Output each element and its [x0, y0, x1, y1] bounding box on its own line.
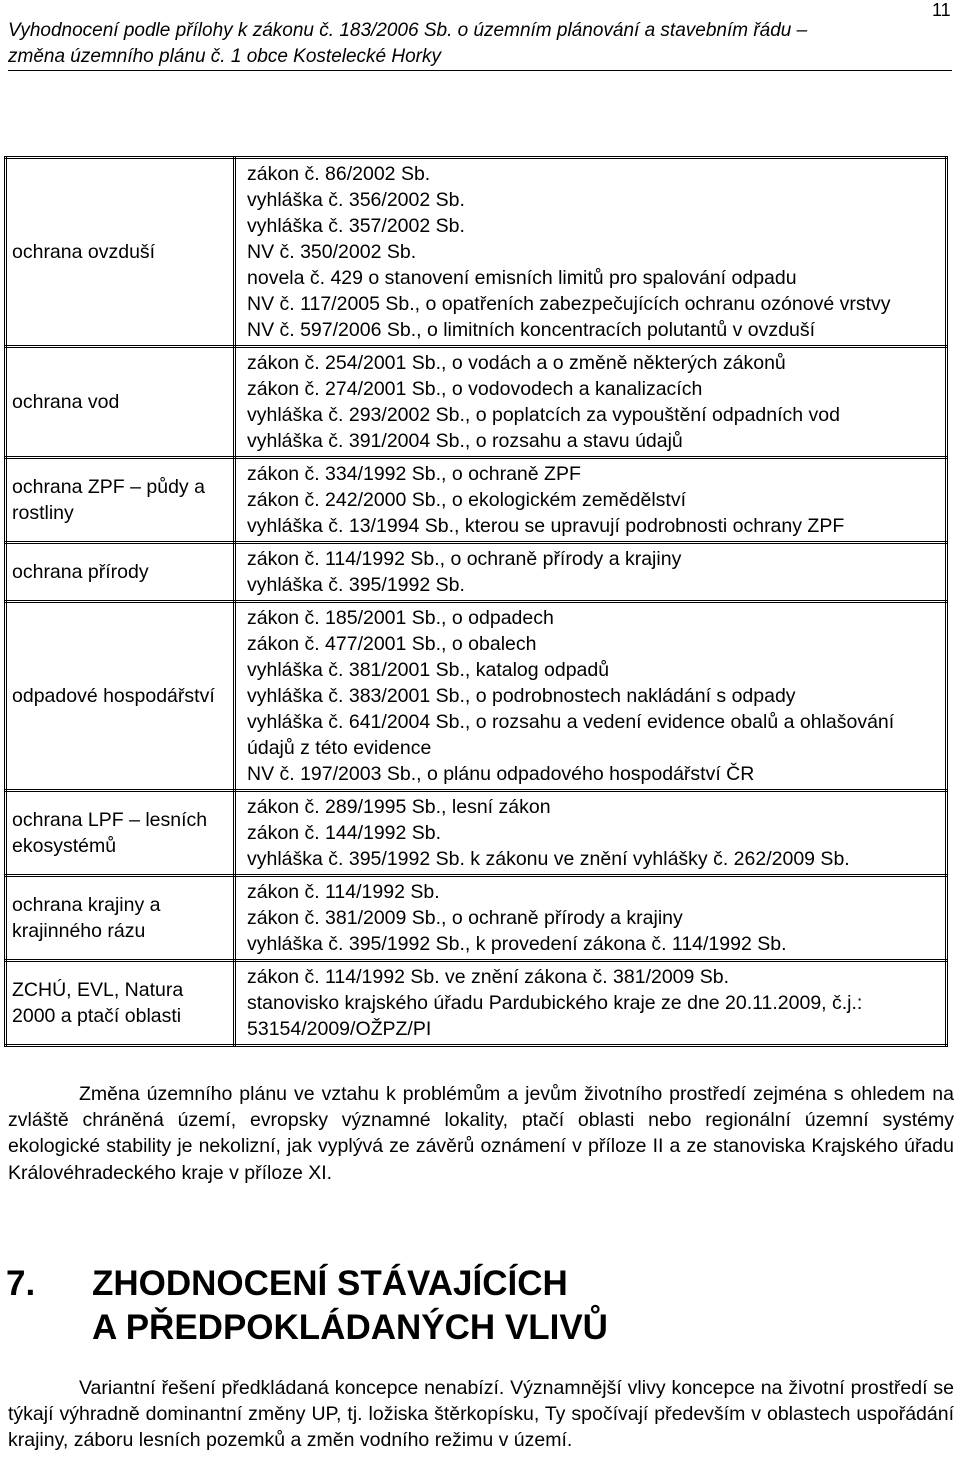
law-item: NV č. 117/2005 Sb., o opatřeních zabezpečujících ochranu ozónové vrstvy [247, 293, 891, 315]
law-item: vyhláška č. 13/1994 Sb., kterou se upravují podrobnosti ochrany ZPF [247, 515, 845, 537]
law-item: novela č. 429 o stanovení emisních limitů pro spalování odpadu [247, 267, 797, 289]
law-item: NV č. 597/2006 Sb., o limitních koncentracích polutantů v ovzduší [247, 319, 815, 341]
law-item: zákon č. 289/1995 Sb., lesní zákon [247, 796, 551, 818]
page-number: 11 [932, 0, 951, 20]
law-item: zákon č. 477/2001 Sb., o obalech [247, 633, 537, 655]
paragraph-conclusion-text: Změna územního plánu ve vztahu k problémům a jevům životního prostředí zejména s ohledem na zvláště chráněná území, evropsky významné lokality, ptačí oblasti nebo regionální územní systémy ekologické stability je nekolizní, jak vyplývá ze závěrů oznámení v příloze II a ze stanoviska Krajského úřadu Královéhradeckého kraje v příloze XI. [8, 1083, 954, 1184]
paragraph-variants [8, 1375, 954, 1454]
law-item: zákon č. 86/2002 Sb. [247, 163, 431, 185]
law-item: NV č. 197/2003 Sb., o plánu odpadového hospodářství ČR [247, 763, 755, 785]
law-item: zákon č. 144/1992 Sb. [247, 822, 442, 844]
topic-cell: ochrana přírody [6, 543, 235, 602]
law-item: zákon č. 381/2009 Sb., o ochraně přírody a krajiny [247, 907, 683, 929]
law-item: vyhláška č. 293/2002 Sb., o poplatcích za vypouštění odpadních vod [247, 404, 840, 426]
section-title-line-2: A PŘEDPOKLÁDANÝCH VLIVŮ [92, 1308, 608, 1347]
law-item: vyhláška č. 641/2004 Sb., o rozsahu a vedení evidence obalů a ohlašování údajů z této evidence [247, 711, 895, 759]
topic-cell: ochrana ovzduší [6, 158, 235, 347]
law-item: zákon č. 114/1992 Sb. [247, 881, 440, 903]
page-header [8, 18, 908, 70]
law-item: vyhláška č. 381/2001 Sb., katalog odpadů [247, 659, 610, 681]
topic-cell: ochrana ZPF – půdy a rostliny [6, 458, 235, 543]
header-line-1: Vyhodnocení podle přílohy k zákonu č. 183/2006 Sb. o územním plánování a stavebním řádu – [8, 20, 808, 41]
topic-cell: ochrana krajiny a krajinného rázu [6, 876, 235, 961]
law-item: zákon č. 334/1992 Sb., o ochraně ZPF [247, 463, 581, 485]
table-row [6, 458, 947, 543]
paragraph-conclusion [8, 1081, 954, 1186]
header-line-2: změna územního plánu č. 1 obce Kostelecké Horky [8, 46, 442, 67]
law-item: vyhláška č. 356/2002 Sb. [247, 189, 465, 211]
laws-cell [235, 791, 947, 876]
law-item: vyhláška č. 357/2002 Sb. [247, 215, 465, 237]
laws-cell [235, 602, 947, 791]
section-title-line-1: ZHODNOCENÍ STÁVAJÍCÍCH [92, 1264, 568, 1303]
law-item: vyhláška č. 395/1992 Sb. [247, 574, 465, 596]
header-divider [8, 70, 952, 71]
law-item: vyhláška č. 391/2004 Sb., o rozsahu a stavu údajů [247, 430, 683, 452]
section-number: 7. [6, 1264, 36, 1303]
law-item: vyhláška č. 395/1992 Sb., k provedení zákona č. 114/1992 Sb. [247, 933, 787, 955]
table-row [6, 543, 947, 602]
law-item: stanovisko krajského úřadu Pardubického kraje ze dne 20.11.2009, č.j.: 53154/2009/OŽPZ/PI [247, 992, 863, 1040]
topic-cell: ochrana LPF – lesních ekosystémů [6, 791, 235, 876]
topic-cell: odpadové hospodářství [6, 602, 235, 791]
table-row [6, 961, 947, 1046]
table-row [6, 791, 947, 876]
law-item: zákon č. 242/2000 Sb., o ekologickém zemědělství [247, 489, 686, 511]
law-item: vyhláška č. 383/2001 Sb., o podrobnostech nakládání s odpady [247, 685, 796, 707]
paragraph-variants-text: Variantní řešení předkládaná koncepce nenabízí. Významnější vlivy koncepce na životní prostředí se týkají výhradně dominantní změny UP, tj. ložiska štěrkopísku, Ty spočívají především v oblastech uspořádání krajiny, záboru lesních pozemků a změn vodního režimu v území. [8, 1377, 954, 1452]
environment-law-table [4, 156, 948, 1047]
laws-cell [235, 347, 947, 458]
laws-cell [235, 543, 947, 602]
law-item: zákon č. 185/2001 Sb., o odpadech [247, 607, 554, 629]
law-item: zákon č. 114/1992 Sb. ve znění zákona č. 381/2009 Sb. [247, 966, 730, 988]
laws-cell [235, 876, 947, 961]
law-item: zákon č. 114/1992 Sb., o ochraně přírody a krajiny [247, 548, 682, 570]
topic-cell: ZCHÚ, EVL, Natura 2000 a ptačí oblasti [6, 961, 235, 1046]
table-row [6, 347, 947, 458]
section-heading [6, 1262, 608, 1350]
table-row [6, 876, 947, 961]
law-item: zákon č. 274/2001 Sb., o vodovodech a kanalizacích [247, 378, 703, 400]
law-item: vyhláška č. 395/1992 Sb. k zákonu ve znění vyhlášky č. 262/2009 Sb. [247, 848, 850, 870]
law-item: zákon č. 254/2001 Sb., o vodách a o změně některých zákonů [247, 352, 786, 374]
table-row [6, 602, 947, 791]
table-row [6, 158, 947, 347]
topic-cell: ochrana vod [6, 347, 235, 458]
laws-cell [235, 458, 947, 543]
laws-cell [235, 158, 947, 347]
law-item: NV č. 350/2002 Sb. [247, 241, 417, 263]
laws-cell [235, 961, 947, 1046]
